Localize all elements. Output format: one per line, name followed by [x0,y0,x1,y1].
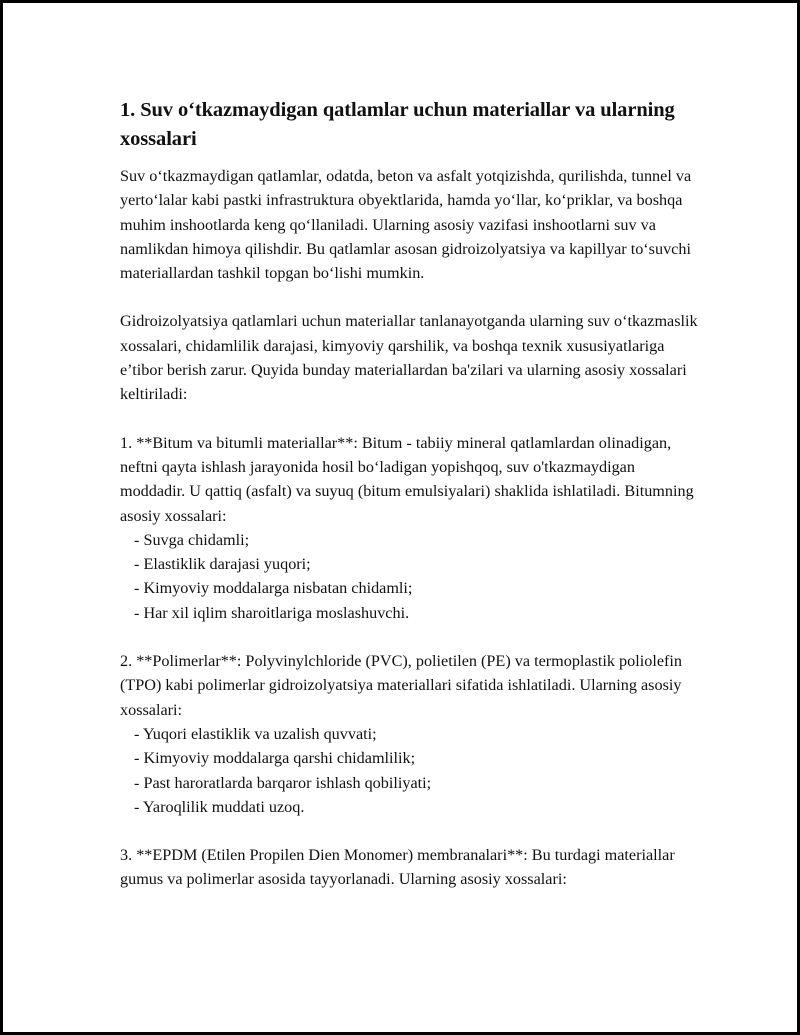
list-item-text: 3. **EPDM (Etilen Propilen Dien Monomer) membranalari**: Bu turdagi materiallar gumus va polimerlar asosida tayyorlanadi. Ularning asosiy xossalari: [120,846,675,889]
list-item-bitumen [120,431,700,625]
list-item-polymers [120,649,700,819]
bullet-list [120,528,700,625]
list-item-text: 1. **Bitum va bitumli materiallar**: Bitum - tabiiy mineral qatlamlardan olinadigan, neftni qayta ishlash jarayonida hosil bo‘ladigan yopishqoq, suv o'tkazmaydigan moddadir. U qattiq (asfalt) va suyuq (bitum emulsiyalari) shaklida ishlatiladi. Bitumning asosiy xossalari: [120,433,694,525]
bullet-item: - Past haroratlarda barqaror ishlash qobiliyati; [120,771,700,795]
paragraph-gap [120,625,700,649]
bullet-list [120,722,700,819]
document-content [120,96,700,892]
bullet-item: - Suvga chidamli; [120,528,700,552]
list-item-epdm [120,843,700,892]
bullet-item: - Yuqori elastiklik va uzalish quvvati; [120,722,700,746]
paragraph-gap [120,407,700,431]
paragraph-gap [120,819,700,843]
bullet-item: - Elastiklik darajasi yuqori; [120,552,700,576]
list-item-text: 2. **Polimerlar**: Polyvinylchloride (PVC), polietilen (PE) va termoplastik poliolefin (TPO) kabi polimerlar gidroizolyatsiya materiallari sifatida ishlatiladi. Ularning asosiy xossalari: [120,652,682,719]
paragraph-gap [120,285,700,309]
section-title: 1. Suv o‘tkazmaydigan qatlamlar uchun materiallar va ularning xossalari [120,99,675,150]
paragraph-intro: Suv o‘tkazmaydigan qatlamlar, odatda, beton va asfalt yotqizishda, qurilishda, tunnel va yerto‘lalar kabi pastki infrastruktura obyektlarida, hamda yo‘llar, ko‘priklar, va boshqa muhim inshootlarda keng qo‘llaniladi. Ularning asosiy vazifasi inshootlarni suv va namlikdan himoya qilishdir. Bu qatlamlar asosan gidroizolyatsiya va kapillyar to‘suvchi materiallardan tashkil topgan bo‘lishi mumkin. [120,167,692,283]
bullet-item: - Kimyoviy moddalarga nisbatan chidamli; [120,576,700,600]
bullet-item: - Yaroqlilik muddati uzoq. [120,795,700,819]
paragraph-selection: Gidroizolyatsiya qatlamlari uchun materiallar tanlanayotganda ularning suv o‘tkazmaslik xossalari, chidamlilik darajasi, kimyoviy qarshilik, va boshqa texnik xususiyatlariga e’tibor berish zarur. Quyida bunday materiallardan ba'zilari va ularning asosiy xossalari keltiriladi: [120,312,698,404]
bullet-item: - Kimyoviy moddalarga qarshi chidamlilik; [120,746,700,770]
bullet-item: - Har xil iqlim sharoitlariga moslashuvchi. [120,601,700,625]
